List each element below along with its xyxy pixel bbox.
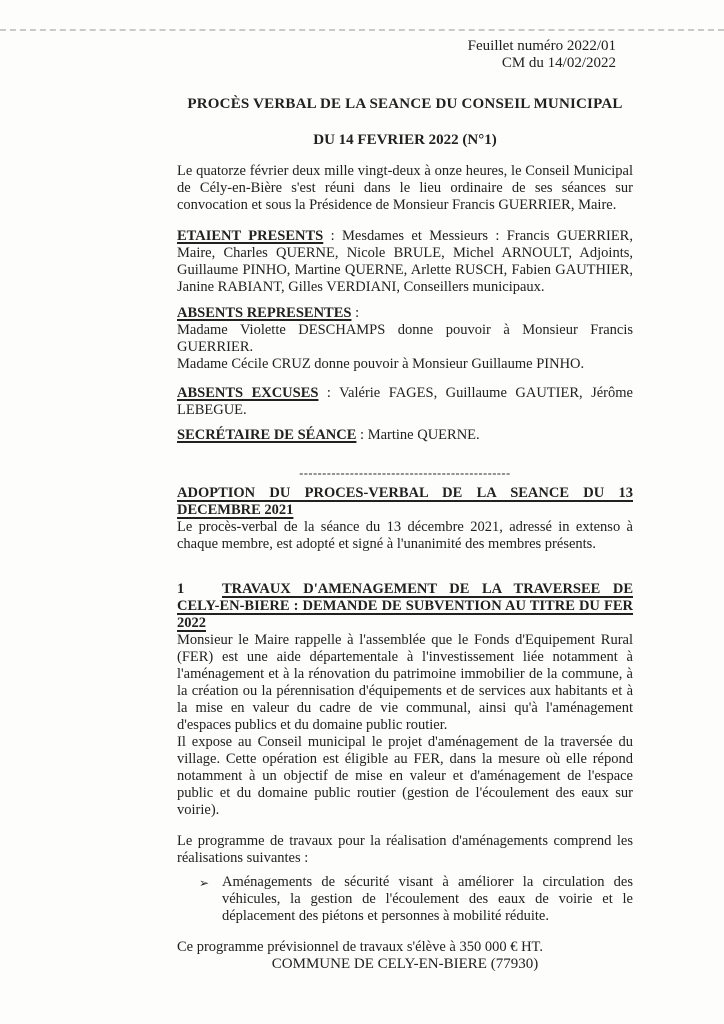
absent-represented-section [177,305,633,373]
present-members-paragraph [177,228,633,296]
works-program-intro: Le programme de travaux pour la réalisation d'aménagements comprend les réalisations suivantes : [177,833,633,866]
adoption-body: Le procès-verbal de la séance du 13 décembre 2021, adressé in extenso à chaque membre, est adopté et signé à l'unanimité des membres présents. [177,519,633,552]
absent-represented-line: Madame Violette DESCHAMPS donne pouvoir à Monsieur Francis GUERRIER. [177,322,633,355]
agenda-item-1-heading [177,581,633,632]
page-footer: COMMUNE DE CELY-EN-BIERE (77930) [271,956,539,972]
adoption-section [177,485,633,553]
sheet-number: Feuillet numéro 2022/01 [467,38,616,54]
absent-represented-colon: : [351,305,360,321]
present-members-label: ETAIENT PRESENTS [177,228,324,244]
meeting-reference: CM du 14/02/2022 [501,55,616,71]
agenda-item-1-paragraph: Il expose au Conseil municipal le projet d'aménagement de la traversée du village. Cette opération est éligible au FER, dans la mesure où elle répond notamment à un objectif de mise en valeur et d'aménagement de l'espace public et du domaine public routier (gestion de l'écoulement des eaux sur voirie). [177,734,633,818]
session-secretary-label: SECRÉTAIRE DE SÉANCE [177,427,357,443]
document-content [177,0,633,956]
works-program-bullet-text: Aménagements de sécurité visant à améliorer la circulation des véhicules, la gestion de l'écoulement des eaux de voirie et le déplacement des piétons et personnes à mobilité réduite. [222,874,633,924]
agenda-item-1-section [177,581,633,956]
session-secretary-paragraph [177,427,633,444]
adoption-heading: ADOPTION DU PROCES-VERBAL DE LA SEANCE DU 13 DECEMBRE 2021 [177,485,633,518]
agenda-item-number: 1 [177,581,185,597]
agenda-item-1-heading-text: TRAVAUX D'AMENAGEMENT DE LA TRAVERSEE DE CELY-EN-BIERE : DEMANDE DE SUBVENTION AU TITRE DU FER 2022 [177,581,633,631]
dashed-separator: ---------------------------------------------- [299,466,511,480]
absent-excused-label: ABSENTS EXCUSES [177,385,319,401]
absent-excused-text: : Valérie FAGES, Guillaume GAUTIER, Jérôme LEBEGUE. [177,385,633,418]
absent-represented-label: ABSENTS REPRESENTES [177,305,352,321]
budget-total-line: Ce programme prévisionnel de travaux s'élève à 350 000 € HT. [177,939,543,955]
arrow-bullet-icon: ➢ [199,876,210,890]
absent-excused-paragraph [177,385,633,419]
absent-represented-line: Madame Cécile CRUZ donne pouvoir à Monsieur Guillaume PINHO. [177,356,585,372]
present-members-text: : Mesdames et Messieurs : Francis GUERRIER, Maire, Charles QUERNE, Nicole BRULE, Michel ARNOULT, Adjoints, Guillaume PINHO, Martine QUERNE, Arlette RUSCH, Fabien GAUTHIER, Janine RABIANT, Gilles VERDIANI, Conseillers municipaux. [177,228,633,295]
absent-represented-heading [177,305,633,322]
intro-paragraph: Le quatorze février deux mille vingt-deux à onze heures, le Conseil Municipal de Cély-en-Bière s'est réuni dans le lieu ordinaire de ses séances sur convocation et sous la Présidence de Monsieur Francis GUERRIER, Maire. [177,163,633,213]
works-program-bullet-item [177,874,633,925]
document-title: PROCÈS VERBAL DE LA SEANCE DU CONSEIL MUNICIPAL [187,96,623,112]
session-secretary-text: : Martine QUERNE. [356,427,480,443]
agenda-item-1-paragraph: Monsieur le Maire rappelle à l'assemblée que le Fonds d'Equipement Rural (FER) est une aide départementale à l'investissement liée notamment à l'aménagement et à la rénovation du patrimoine immobilier de la commune, à la création ou la pérennisation d'équipements et de services aux habitants et à la mise en valeur du cadre de vie communal, ainsi qu'à l'aménagement d'espaces publics et du domaine public routier. [177,632,633,733]
document-subtitle: DU 14 FEVRIER 2022 (N°1) [313,132,497,148]
page-header [177,38,633,72]
